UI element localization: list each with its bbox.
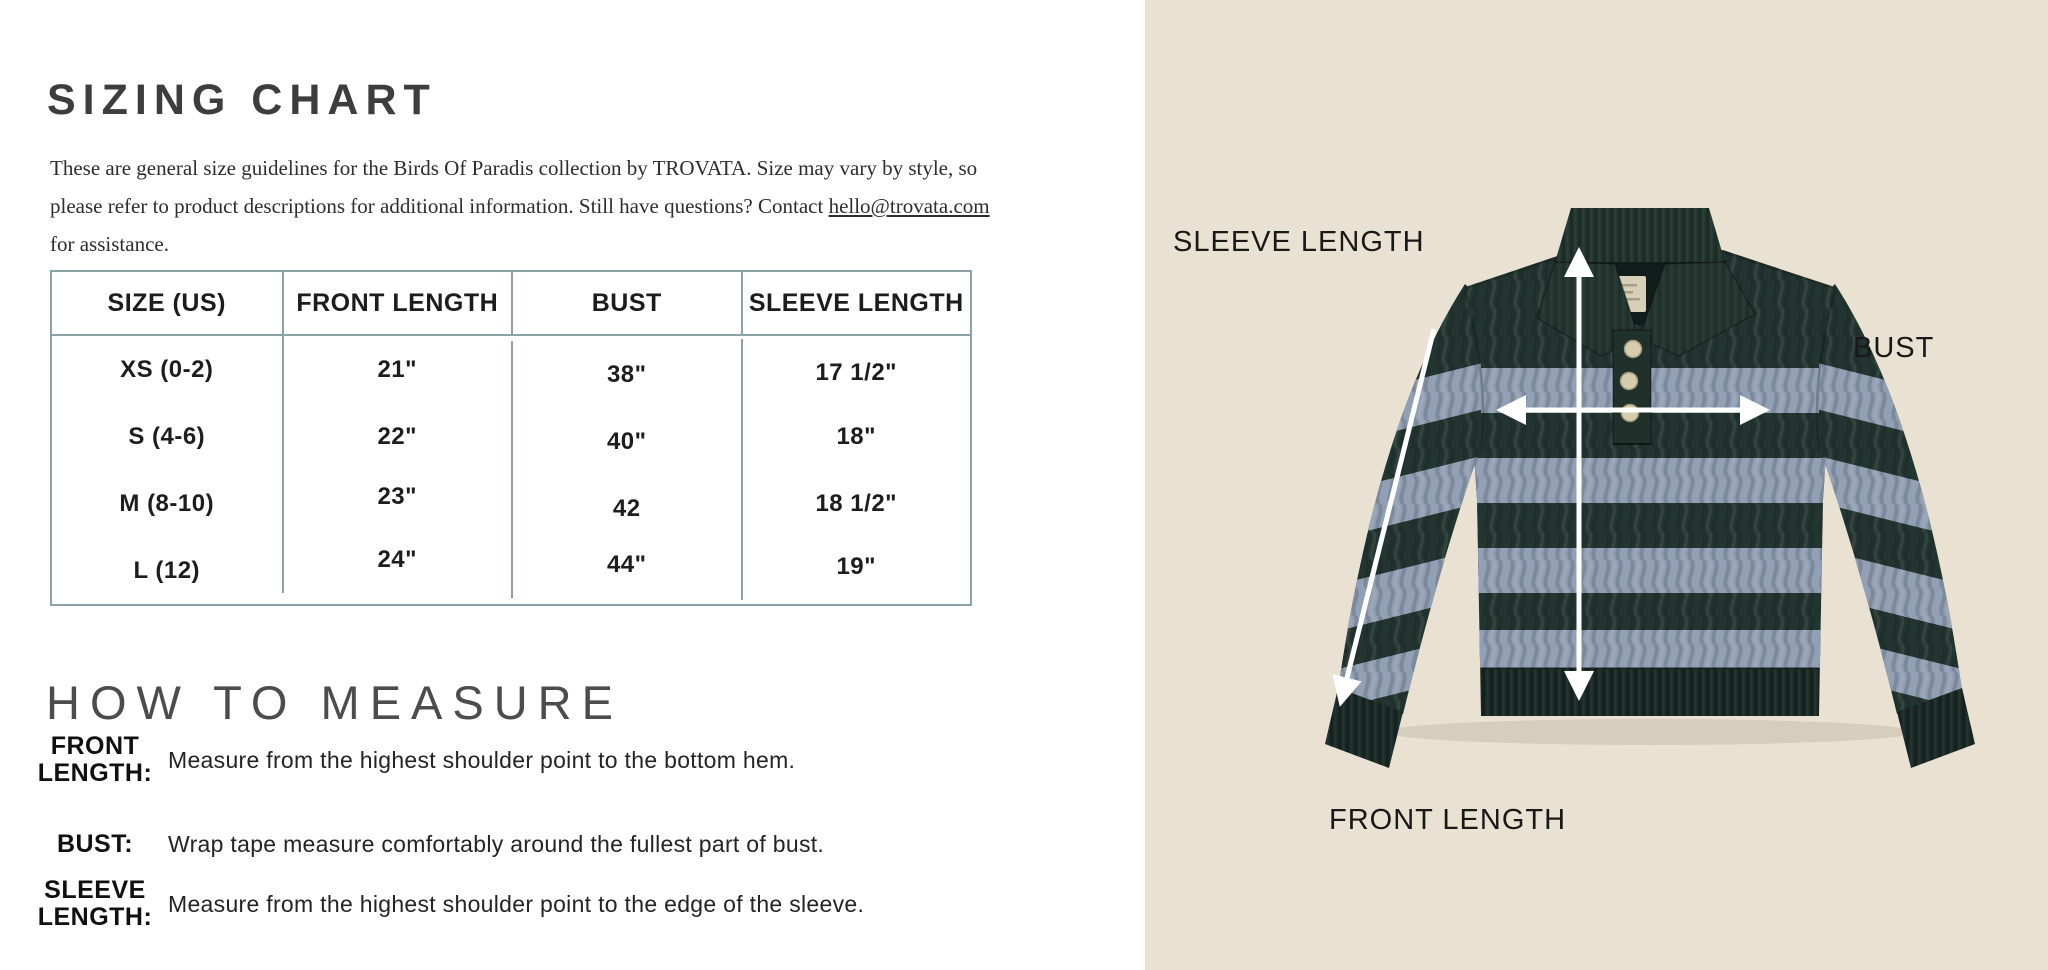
table-cell: 18 1/2" [741, 470, 971, 537]
measure-definition: Wrap tape measure comfortably around the fullest part of bust. [168, 830, 825, 857]
size-table [50, 270, 972, 606]
table-cell: 19" [741, 533, 971, 600]
table-cell: 18" [741, 403, 971, 470]
measure-term-sleeve-length: SLEEVE LENGTH: [37, 876, 153, 931]
diagram-label-front-length: FRONT LENGTH [1329, 804, 1567, 836]
table-cell: XS (0-2) [120, 355, 214, 383]
table-header-front: FRONT LENGTH [282, 272, 512, 334]
table-cell: 17 1/2" [741, 339, 971, 406]
diagram-label-bust: BUST [1853, 332, 1935, 364]
table-cell: M (8-10) [119, 489, 215, 517]
table-cell: 24" [282, 526, 512, 593]
table-header-size: SIZE (US) [107, 288, 226, 317]
table-cell: 22" [282, 403, 512, 470]
list-item [30, 830, 1030, 858]
table-cell: L (12) [133, 556, 201, 584]
intro-text-before: These are general size guidelines for the Birds Of Paradis collection by TROVATA. Size may vary by style, so please refer to product descriptions for additional information. Still have questions? Contact [50, 156, 978, 218]
table-cell: 42 [511, 475, 741, 542]
table-cell: 23" [282, 463, 512, 530]
table-cell: 44" [511, 531, 741, 598]
how-to-measure-title: HOW TO MEASURE [46, 676, 623, 729]
sweater-hem [1481, 668, 1819, 716]
table-cell: 40" [511, 408, 741, 475]
table-cell: 21" [282, 336, 512, 403]
measure-term-front-length: FRONT LENGTH: [37, 732, 153, 787]
table-header-sleeve: SLEEVE LENGTH [741, 272, 971, 334]
sweater-placket [1613, 330, 1651, 444]
table-cell: S (4-6) [128, 422, 206, 450]
measure-definition: Measure from the highest shoulder point to the bottom hem. [168, 746, 796, 773]
diagram-label-sleeve-length: SLEEVE LENGTH [1173, 226, 1425, 258]
table-cell: 38" [511, 341, 741, 408]
intro-paragraph [50, 149, 995, 263]
measure-definition: Measure from the highest shoulder point to the edge of the sleeve. [168, 890, 865, 917]
list-item [30, 872, 1030, 936]
sweater-image [1145, 0, 2048, 970]
contact-email-link[interactable]: hello@trovata.com [828, 194, 990, 218]
measure-term-bust: BUST: [56, 829, 134, 858]
list-item [30, 728, 1030, 792]
size-table-body [52, 336, 970, 604]
size-table-header-row [52, 272, 970, 336]
measure-diagram-panel [1145, 0, 2048, 970]
table-header-bust: BUST [511, 272, 741, 334]
page-title: SIZING CHART [47, 75, 437, 124]
how-to-measure-list [30, 728, 1030, 936]
intro-text-after: for assistance. [50, 232, 169, 256]
sweater-shadow [1385, 719, 1915, 745]
